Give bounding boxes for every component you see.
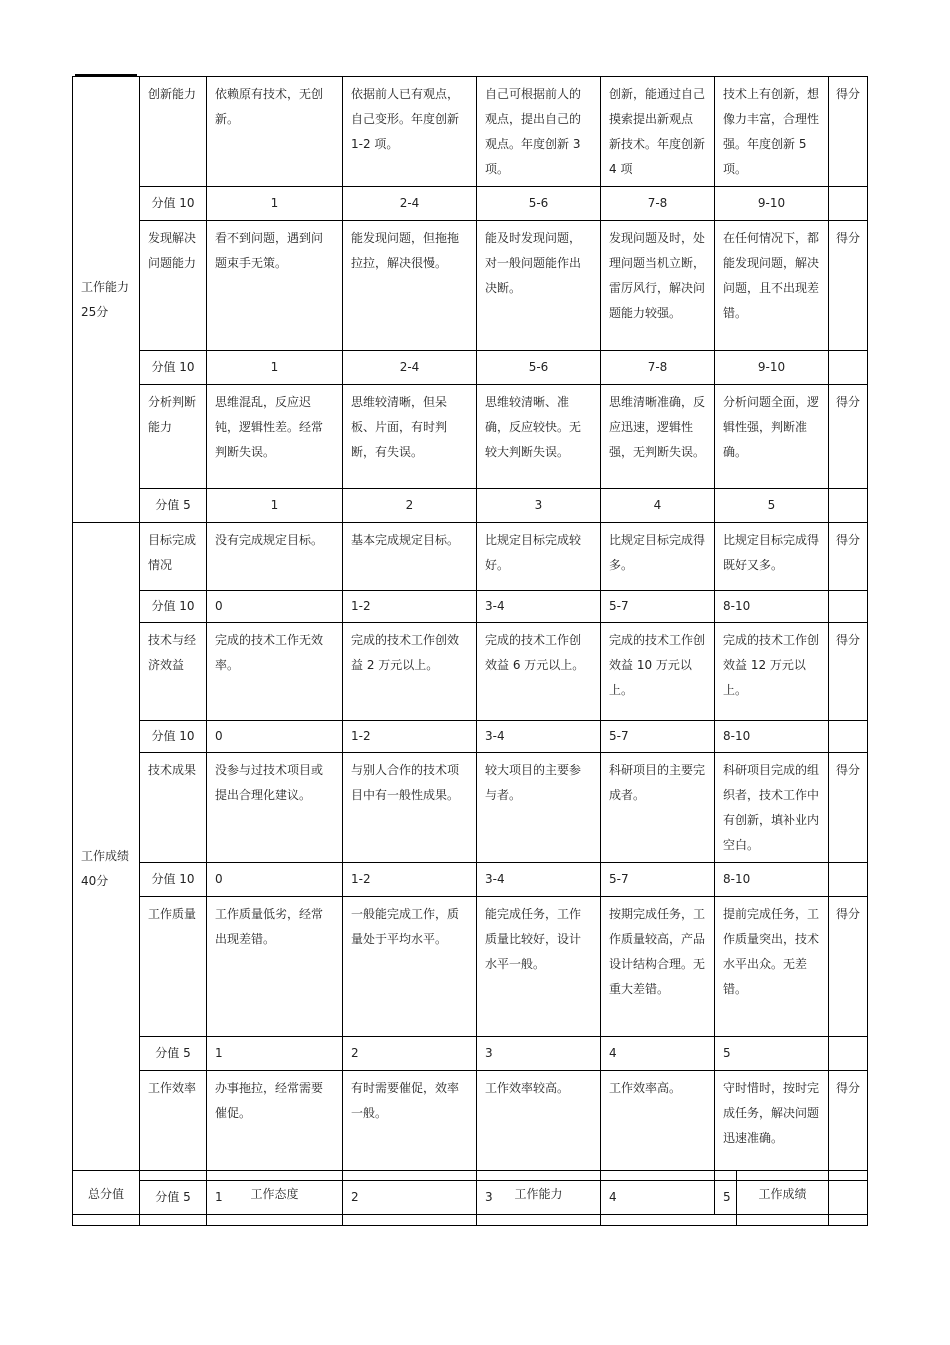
criterion-row	[73, 523, 868, 591]
evaluation-table	[72, 76, 868, 1215]
score-range: 8-10	[715, 591, 829, 623]
level-description: 较大项目的主要参与者。	[477, 753, 601, 863]
score-range: 1	[207, 187, 343, 221]
score-range: 2	[343, 489, 477, 523]
score-range: 9-10	[715, 187, 829, 221]
score-value-label: 分值 5	[140, 1037, 207, 1071]
score-range: 8-10	[715, 721, 829, 753]
level-description: 依赖原有技术，无创新。	[207, 77, 343, 187]
level-description: 完成的技术工作创效益 2 万元以上。	[343, 623, 477, 721]
level-description: 完成的技术工作创效益 6 万元以上。	[477, 623, 601, 721]
totals-row	[73, 1171, 868, 1226]
score-range: 5	[715, 489, 829, 523]
score-label: 得分	[829, 221, 868, 351]
score-range: 1	[207, 489, 343, 523]
score-input-cell[interactable]	[829, 489, 868, 523]
criterion-row	[73, 753, 868, 863]
score-label: 得分	[829, 385, 868, 489]
score-range: 5-7	[601, 721, 715, 753]
level-description: 没参与过技术项目或提出合理化建议。	[207, 753, 343, 863]
score-label: 得分	[829, 523, 868, 591]
criterion-name: 技术成果	[140, 753, 207, 863]
criterion-name: 发现解决问题能力	[140, 221, 207, 351]
score-range: 1	[207, 351, 343, 385]
score-range: 2-4	[343, 351, 477, 385]
score-range: 7-8	[601, 351, 715, 385]
level-description: 基本完成规定目标。	[343, 523, 477, 591]
level-description: 工作质量低劣，经常出现差错。	[207, 897, 343, 1037]
score-range: 3-4	[477, 591, 601, 623]
criterion-row	[73, 77, 868, 187]
score-range: 3-4	[477, 863, 601, 897]
level-description: 思维较清晰、准确，反应较快。无较大判断失误。	[477, 385, 601, 489]
score-input-cell[interactable]	[829, 721, 868, 753]
score-value-label: 分值 10	[140, 721, 207, 753]
level-description: 能及时发现问题，对一般问题能作出决断。	[477, 221, 601, 351]
score-range: 5-6	[477, 351, 601, 385]
score-value-label: 分值 5	[140, 489, 207, 523]
level-description: 思维混乱，反应迟钝，逻辑性差。经常判断失误。	[207, 385, 343, 489]
level-description: 没有完成规定目标。	[207, 523, 343, 591]
score-label: 得分	[829, 623, 868, 721]
score-range: 2	[343, 1037, 477, 1071]
criterion-name: 目标完成情况	[140, 523, 207, 591]
level-description: 自己可根据前人的观点，提出自己的观点。年度创新 3 项。	[477, 77, 601, 187]
level-description: 比规定目标完成得多。	[601, 523, 715, 591]
level-description: 有时需要催促，效率一般。	[343, 1071, 477, 1181]
criterion-name: 分析判断能力	[140, 385, 207, 489]
score-range: 1-2	[343, 721, 477, 753]
level-description: 与别人合作的技术项目中有一般性成果。	[343, 753, 477, 863]
totals-attitude-label: 工作态度	[207, 1171, 343, 1226]
criterion-row	[73, 1071, 868, 1181]
score-range: 2-4	[343, 187, 477, 221]
score-label: 得分	[829, 1071, 868, 1181]
score-range: 9-10	[715, 351, 829, 385]
criterion-row	[73, 221, 868, 351]
score-range: 2	[343, 1181, 477, 1215]
score-label: 得分	[829, 753, 868, 863]
score-range: 5	[715, 1181, 829, 1215]
level-description: 创新，能通过自己摸索提出新观点 新技术。年度创新 4 项	[601, 77, 715, 187]
score-value-label: 分值 5	[140, 1181, 207, 1215]
score-range: 8-10	[715, 863, 829, 897]
score-range: 5-6	[477, 187, 601, 221]
score-value-row	[73, 187, 868, 221]
score-range: 0	[207, 721, 343, 753]
level-description: 科研项目完成的组织者，技术工作中有创新，填补业内空白。	[715, 753, 829, 863]
level-description: 守时惜时，按时完成任务，解决问题迅速准确。	[715, 1071, 829, 1181]
score-input-cell[interactable]	[829, 591, 868, 623]
level-description: 按期完成任务，工作质量较高，产品设计结构合理。无重大差错。	[601, 897, 715, 1037]
level-description: 在任何情况下，都能发现问题，解决问题，且不出现差错。	[715, 221, 829, 351]
totals-label: 总分值	[73, 1171, 140, 1226]
score-range: 1-2	[343, 591, 477, 623]
level-description: 完成的技术工作创效益 12 万元以上。	[715, 623, 829, 721]
level-description: 思维清晰准确，反应迅速，逻辑性强，无判断失误。	[601, 385, 715, 489]
score-value-row	[73, 489, 868, 523]
level-description: 思维较清晰，但呆板、片面，有时判断，有失误。	[343, 385, 477, 489]
score-value-label: 分值 10	[140, 351, 207, 385]
score-range: 4	[601, 1037, 715, 1071]
score-range: 3	[477, 1181, 601, 1215]
criterion-name: 工作质量	[140, 897, 207, 1037]
score-input-cell[interactable]	[829, 1037, 868, 1071]
score-label: 得分	[829, 77, 868, 187]
level-description: 能完成任务，工作质量比较好，设计水平一般。	[477, 897, 601, 1037]
score-value-row	[73, 863, 868, 897]
score-input-cell[interactable]	[829, 863, 868, 897]
section-title: 工作成绩40分	[73, 523, 140, 1215]
criterion-name: 技术与经济效益	[140, 623, 207, 721]
score-input-cell[interactable]	[829, 351, 868, 385]
score-value-label: 分值 10	[140, 187, 207, 221]
score-range: 5	[715, 1037, 829, 1071]
level-description: 比规定目标完成较好。	[477, 523, 601, 591]
level-description: 工作效率高。	[601, 1071, 715, 1181]
score-value-row	[73, 1037, 868, 1071]
criterion-row	[73, 385, 868, 489]
level-description: 完成的技术工作无效率。	[207, 623, 343, 721]
score-value-row	[73, 721, 868, 753]
criterion-name: 工作效率	[140, 1071, 207, 1181]
score-range: 3	[477, 1037, 601, 1071]
totals-ability-value[interactable]	[601, 1171, 737, 1226]
score-value-row	[73, 351, 868, 385]
totals-ability-label: 工作能力	[477, 1171, 601, 1226]
criterion-row	[73, 623, 868, 721]
level-description: 技术上有创新，想像力丰富，合理性强。年度创新 5 项。	[715, 77, 829, 187]
score-value-label: 分值 10	[140, 591, 207, 623]
level-description: 看不到问题，遇到问题束手无策。	[207, 221, 343, 351]
level-description: 依据前人已有观点，自己变形。年度创新 1-2 项。	[343, 77, 477, 187]
score-range: 1	[207, 1037, 343, 1071]
level-description: 工作效率较高。	[477, 1071, 601, 1181]
level-description: 提前完成任务，工作质量突出，技术水平出众。无差错。	[715, 897, 829, 1037]
level-description: 科研项目的主要完成者。	[601, 753, 715, 863]
score-value-label: 分值 10	[140, 863, 207, 897]
score-range: 5-7	[601, 863, 715, 897]
level-description: 一般能完成工作，质量处于平均水平。	[343, 897, 477, 1037]
level-description: 分析问题全面，逻辑性强，判断准确。	[715, 385, 829, 489]
totals-attitude-value[interactable]	[343, 1171, 477, 1226]
score-range: 4	[601, 1181, 715, 1215]
score-range: 0	[207, 863, 343, 897]
score-range: 3	[477, 489, 601, 523]
score-range: 0	[207, 591, 343, 623]
score-range: 1-2	[343, 863, 477, 897]
score-range: 4	[601, 489, 715, 523]
score-value-row	[73, 591, 868, 623]
totals-performance-value[interactable]	[829, 1171, 868, 1226]
score-range: 5-7	[601, 591, 715, 623]
section-title: 工作能力25分	[73, 77, 140, 523]
score-input-cell[interactable]	[829, 187, 868, 221]
totals-performance-label: 工作成绩	[737, 1171, 829, 1226]
criterion-row	[73, 897, 868, 1037]
level-description: 完成的技术工作创效益 10 万元以上。	[601, 623, 715, 721]
totals-blank-1	[140, 1171, 207, 1226]
score-range: 1	[207, 1181, 343, 1215]
criterion-name: 创新能力	[140, 77, 207, 187]
level-description: 发现问题及时，处理问题当机立断，雷厉风行，解决问题能力较强。	[601, 221, 715, 351]
level-description: 能发现问题，但拖拖拉拉，解决很慢。	[343, 221, 477, 351]
level-description: 比规定目标完成得既好又多。	[715, 523, 829, 591]
score-label: 得分	[829, 897, 868, 1037]
score-range: 3-4	[477, 721, 601, 753]
score-range: 7-8	[601, 187, 715, 221]
totals-table	[72, 1170, 868, 1226]
level-description: 办事拖拉，经常需要催促。	[207, 1071, 343, 1181]
